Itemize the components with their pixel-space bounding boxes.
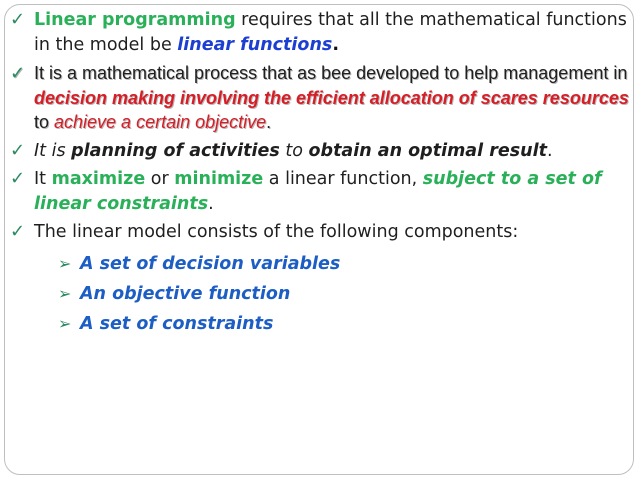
sub-item-constraints (4, 309, 632, 339)
period: . (208, 193, 214, 214)
bullet-maximize-minimize (4, 167, 632, 216)
checkmark-icon: ✓ (10, 9, 26, 30)
term-minimize: minimize (174, 169, 264, 189)
text: It is (34, 140, 72, 161)
sub-item-label: A set of decision variables (80, 253, 341, 274)
text: or (145, 169, 175, 189)
bullet-mathematical-process (4, 61, 632, 135)
sub-item-decision-variables (4, 249, 632, 279)
checkmark-icon: ✓ (10, 139, 26, 161)
text: requires that all the mathematical functions in the model be (34, 10, 627, 55)
sub-item-label: A set of constraints (80, 313, 274, 334)
checkmark-icon: ✓ (10, 63, 26, 83)
sub-item-label: An objective function (80, 283, 291, 304)
slide-content (4, 8, 632, 339)
term-maximize: maximize (51, 169, 146, 189)
text: It is a mathematical process that as bee developed to help management in (34, 63, 628, 83)
phrase-constraints: subject to a set of linear constraints (34, 169, 602, 214)
phrase-objective: achieve a certain objective (54, 112, 267, 132)
arrow-right-icon: ➢ (58, 283, 72, 303)
phrase-planning: planning of activities (71, 140, 280, 161)
text: to (34, 112, 55, 132)
period: . (332, 34, 339, 55)
term-linear-functions: linear functions (177, 34, 333, 55)
phrase-optimal-result: obtain an optimal result (308, 140, 547, 161)
checkmark-icon: ✓ (10, 168, 26, 189)
bullet-linear-programming (4, 8, 632, 57)
arrow-right-icon: ➢ (58, 313, 72, 333)
arrow-right-icon: ➢ (58, 253, 72, 273)
bullet-linear-model (4, 220, 632, 245)
checkmark-icon: ✓ (10, 221, 26, 242)
text: The linear model consists of the following components: (34, 222, 519, 242)
text: a linear function, (263, 169, 423, 189)
phrase-decision-making: decision making involving the efficient allocation of scares resources (34, 87, 629, 108)
period: . (266, 112, 272, 132)
text: It (34, 169, 52, 189)
sub-item-objective-function (4, 279, 632, 309)
bullet-planning (4, 139, 632, 164)
text: to (279, 140, 309, 161)
term-linear-programming: Linear programming (34, 10, 236, 30)
period: . (546, 140, 553, 161)
